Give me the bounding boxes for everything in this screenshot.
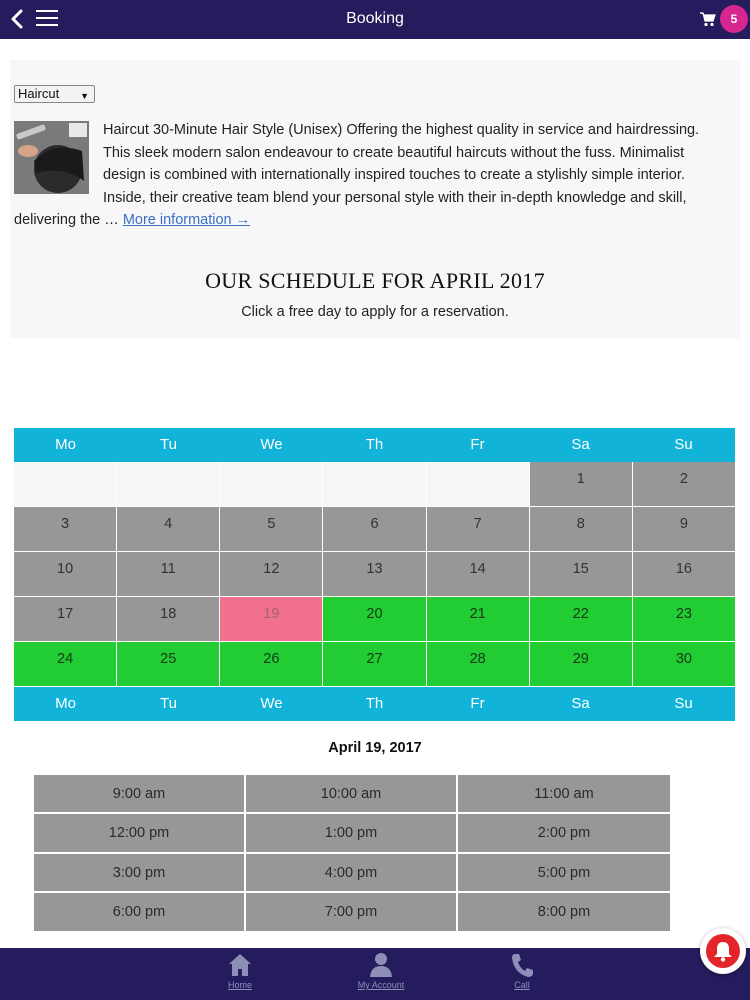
calendar-day-past: 2 bbox=[633, 462, 735, 507]
time-slot-button[interactable]: 3:00 pm bbox=[34, 854, 246, 893]
weekday-label: Su bbox=[674, 436, 693, 453]
calendar-empty-cell bbox=[323, 462, 426, 507]
calendar-day-past: 12 bbox=[220, 552, 323, 597]
calendar-day-selected[interactable]: 19 bbox=[220, 597, 323, 642]
nav-home[interactable] bbox=[200, 952, 280, 990]
time-slot-button[interactable]: 12:00 pm bbox=[34, 814, 246, 853]
time-slot-button[interactable]: 10:00 am bbox=[246, 775, 458, 814]
cart-count-badge[interactable]: 5 bbox=[720, 5, 748, 33]
nav-call-label: Call bbox=[514, 980, 530, 990]
calendar-day-free[interactable]: 29 bbox=[530, 642, 633, 687]
calendar-day-past: 17 bbox=[14, 597, 117, 642]
calendar-day-past: 13 bbox=[323, 552, 426, 597]
calendar-day-past: 5 bbox=[220, 507, 323, 552]
calendar-day-past: 3 bbox=[14, 507, 117, 552]
cart-icon[interactable] bbox=[700, 12, 716, 27]
weekday-header-top bbox=[14, 428, 735, 462]
weekday-label: Tu bbox=[160, 436, 177, 453]
top-app-bar bbox=[0, 0, 750, 39]
calendar-day-past: 14 bbox=[427, 552, 530, 597]
schedule-title: OUR SCHEDULE FOR APRIL 2017 bbox=[205, 268, 545, 293]
phone-icon bbox=[510, 952, 534, 978]
calendar-day-free[interactable]: 24 bbox=[14, 642, 117, 687]
time-slot-button[interactable]: 8:00 pm bbox=[458, 893, 670, 932]
calendar-empty-cell bbox=[117, 462, 220, 507]
weekday-label: Su bbox=[674, 695, 693, 712]
time-slot-button[interactable]: 2:00 pm bbox=[458, 814, 670, 853]
time-slot-button[interactable]: 11:00 am bbox=[458, 775, 670, 814]
calendar-day-past: 16 bbox=[633, 552, 735, 597]
calendar-day-free[interactable]: 21 bbox=[427, 597, 530, 642]
calendar-week-row bbox=[14, 462, 735, 507]
weekday-label: Sa bbox=[571, 436, 590, 453]
calendar-day-free[interactable]: 20 bbox=[323, 597, 426, 642]
time-slot-button[interactable]: 6:00 pm bbox=[34, 893, 246, 932]
calendar-day-free[interactable]: 30 bbox=[633, 642, 735, 687]
time-slot-button[interactable]: 4:00 pm bbox=[246, 854, 458, 893]
weekday-label: We bbox=[260, 695, 283, 712]
weekday-label: Fr bbox=[470, 436, 485, 453]
weekday-label: Fr bbox=[470, 695, 485, 712]
calendar-day-free[interactable]: 27 bbox=[323, 642, 426, 687]
calendar-week-row bbox=[14, 597, 735, 642]
calendar-week-row bbox=[14, 642, 735, 687]
weekday-label: Th bbox=[365, 695, 384, 712]
calendar-day-past: 9 bbox=[633, 507, 735, 552]
weekday-header-bottom bbox=[14, 687, 735, 721]
service-select[interactable] bbox=[14, 85, 95, 103]
calendar-day-free[interactable]: 22 bbox=[530, 597, 633, 642]
calendar-day-past: 18 bbox=[117, 597, 220, 642]
bottom-nav-bar bbox=[0, 948, 750, 1000]
nav-home-label: Home bbox=[227, 980, 252, 990]
calendar-week-row bbox=[14, 552, 735, 597]
time-slot-grid bbox=[34, 775, 670, 933]
calendar-day-past: 7 bbox=[427, 507, 530, 552]
calendar-day-past: 8 bbox=[530, 507, 633, 552]
calendar-day-free[interactable]: 28 bbox=[427, 642, 530, 687]
weekday-label: Th bbox=[365, 436, 384, 453]
time-slot-button[interactable]: 5:00 pm bbox=[458, 854, 670, 893]
description-text: Haircut 30-Minute Hair Style (Unisex) Offering the highest quality in service and hairdressing. This sleek modern salon endeavour to create beautiful haircuts without the fuss. Minimalist design is combined with internationally inspired touches to create a stylishly simple interior. Inside, their creative team blend your personal style with their in-depth knowledge and skill, delivering the … bbox=[14, 122, 700, 228]
nav-my-account[interactable] bbox=[341, 952, 421, 990]
calendar-day-free[interactable]: 23 bbox=[633, 597, 735, 642]
service-description bbox=[14, 119, 726, 232]
calendar-day-past: 1 bbox=[530, 462, 633, 507]
calendar-day-free[interactable]: 25 bbox=[117, 642, 220, 687]
calendar-empty-cell bbox=[14, 462, 117, 507]
schedule-subtitle: Click a free day to apply for a reservation. bbox=[241, 304, 509, 320]
weekday-label: Mo bbox=[55, 436, 76, 453]
home-icon bbox=[228, 952, 252, 978]
notification-bell-button[interactable] bbox=[700, 928, 746, 974]
dropdown-arrow-icon: ▼ bbox=[80, 91, 89, 101]
weekday-label: Mo bbox=[55, 695, 76, 712]
calendar-day-past: 10 bbox=[14, 552, 117, 597]
nav-my-account-label: My Account bbox=[357, 980, 405, 990]
time-slot-button[interactable]: 9:00 am bbox=[34, 775, 246, 814]
calendar-empty-cell bbox=[220, 462, 323, 507]
calendar-day-past: 11 bbox=[117, 552, 220, 597]
nav-call[interactable] bbox=[482, 952, 562, 990]
calendar bbox=[14, 428, 735, 721]
bell-icon bbox=[706, 934, 740, 968]
calendar-day-free[interactable]: 26 bbox=[220, 642, 323, 687]
calendar-day-past: 4 bbox=[117, 507, 220, 552]
user-icon bbox=[369, 952, 393, 978]
more-information-link[interactable]: More information → bbox=[122, 212, 251, 228]
weekday-label: Tu bbox=[160, 695, 177, 712]
service-select-value: Haircut bbox=[18, 86, 60, 101]
weekday-label: Sa bbox=[571, 695, 590, 712]
calendar-empty-cell bbox=[427, 462, 530, 507]
calendar-day-past: 15 bbox=[530, 552, 633, 597]
selected-date-heading: April 19, 2017 bbox=[328, 740, 422, 756]
calendar-week-row bbox=[14, 507, 735, 552]
time-slot-button[interactable]: 7:00 pm bbox=[246, 893, 458, 932]
calendar-day-past: 6 bbox=[323, 507, 426, 552]
calendar-grid bbox=[14, 462, 735, 687]
weekday-label: We bbox=[260, 436, 283, 453]
time-slot-button[interactable]: 1:00 pm bbox=[246, 814, 458, 853]
page-title: Booking bbox=[346, 10, 404, 27]
